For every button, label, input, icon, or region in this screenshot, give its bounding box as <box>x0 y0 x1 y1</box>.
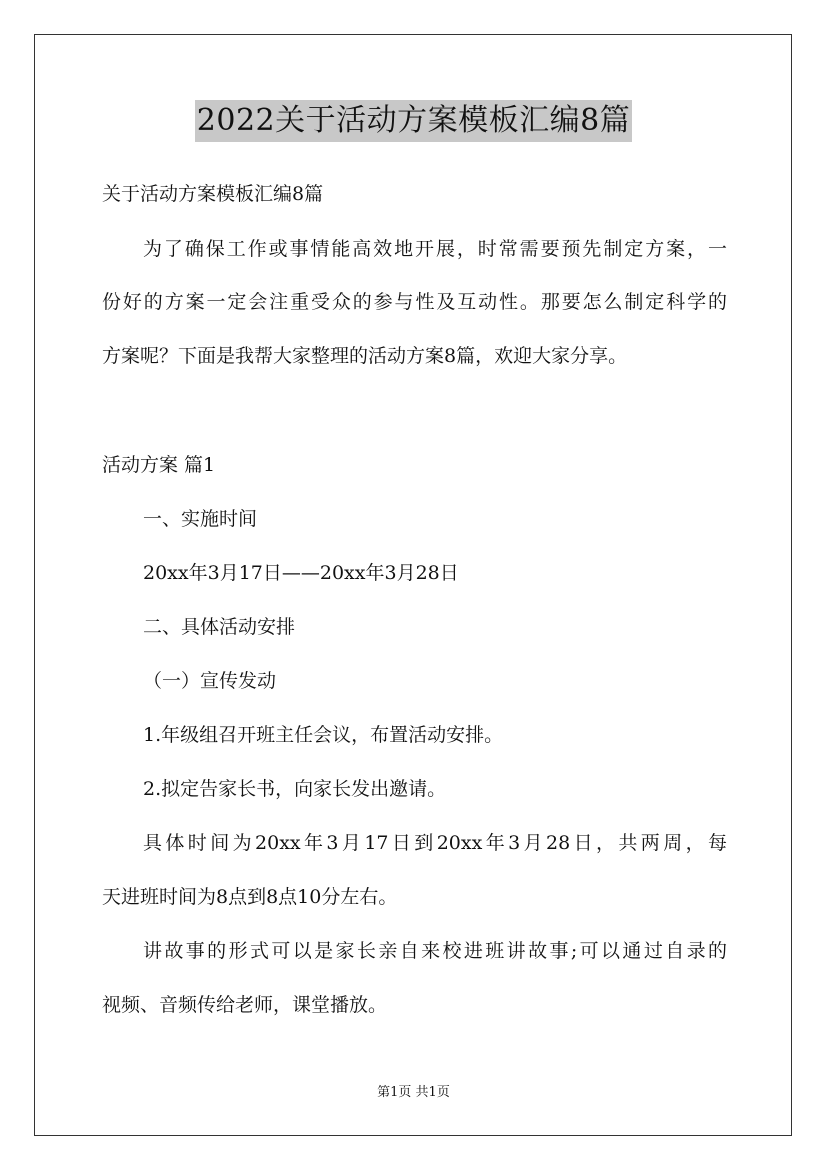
implementation-time-value: 20xx年3月17日——20xx年3月28日 <box>143 562 459 584</box>
time-paragraph-line-2: 天进班时间为8点到8点10分左右。 <box>102 886 398 908</box>
intro-line-1: 为了确保工作或事情能高效地开展，时常需要预先制定方案，一 <box>143 238 727 260</box>
story-paragraph-line-2: 视频、音频传给老师，课堂播放。 <box>102 994 388 1016</box>
document-subtitle: 关于活动方案模板汇编8篇 <box>102 183 324 205</box>
implementation-time-heading: 一、实施时间 <box>143 508 258 530</box>
intro-line-3: 方案呢？下面是我帮大家整理的活动方案8篇，欢迎大家分享。 <box>102 345 628 367</box>
list-item-2: 2.拟定告家长书，向家长发出邀请。 <box>143 778 447 800</box>
section-heading: 活动方案 篇1 <box>102 454 216 476</box>
list-item-1: 1.年级组召开班主任会议，布置活动安排。 <box>143 724 504 746</box>
story-paragraph-line-1: 讲故事的形式可以是家长亲自来校进班讲故事;可以通过自录的 <box>143 940 727 962</box>
intro-line-2: 份好的方案一定会注重受众的参与性及互动性。那要怎么制定科学的 <box>102 291 727 313</box>
page-footer: 第1页 共1页 <box>377 1085 450 1100</box>
activity-arrangement-heading: 二、具体活动安排 <box>143 616 296 638</box>
title-container <box>0 100 827 142</box>
document-title: 2022关于活动方案模板汇编8篇 <box>195 100 632 142</box>
time-paragraph-line-1: 具体时间为20xx年3月17日到20xx年3月28日，共两周，每 <box>143 832 727 854</box>
publicity-heading: （一）宣传发动 <box>143 670 277 692</box>
